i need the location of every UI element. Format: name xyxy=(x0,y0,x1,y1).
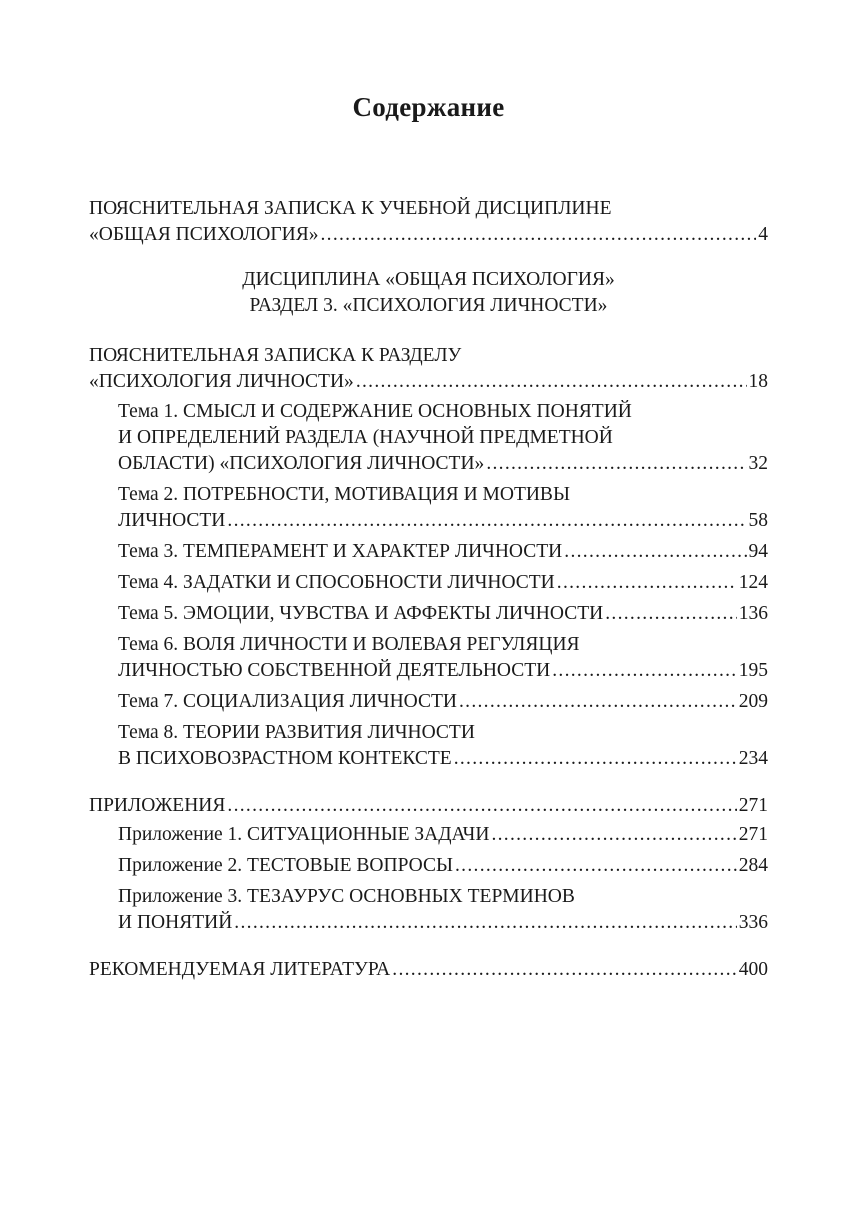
toc-entry-text: Тема 7. СОЦИАЛИЗАЦИЯ ЛИЧНОСТИ xyxy=(118,691,457,712)
toc-entry-text: Приложение 3. ТЕЗАУРУС ОСНОВНЫХ ТЕРМИНОВ xyxy=(118,886,575,907)
toc-entry-text: РЕКОМЕНДУЕМАЯ ЛИТЕРАТУРА xyxy=(89,959,391,980)
toc-entry-text: Тема 5. ЭМОЦИИ, ЧУВСТВА И АФФЕКТЫ ЛИЧНОСТИ xyxy=(118,603,604,624)
toc-entry-text: Приложение 1. СИТУАЦИОННЫЕ ЗАДАЧИ xyxy=(118,824,490,845)
dot-leader xyxy=(486,451,746,477)
toc-entry-text: Тема 2. ПОТРЕБНОСТИ, МОТИВАЦИЯ И МОТИВЫ xyxy=(118,484,570,505)
toc-entry-text: Тема 6. ВОЛЯ ЛИЧНОСТИ И ВОЛЕВАЯ РЕГУЛЯЦИЯ xyxy=(118,634,580,655)
dot-leader xyxy=(320,222,756,248)
dot-leader xyxy=(392,957,736,983)
toc-entry-text: Тема 8. ТЕОРИИ РАЗВИТИЯ ЛИЧНОСТИ xyxy=(118,722,475,743)
page-number: 400 xyxy=(738,959,768,980)
dot-leader xyxy=(491,822,736,848)
toc-entry-text: ЛИЧНОСТЬЮ СОБСТВЕННОЙ ДЕЯТЕЛЬНОСТИ xyxy=(118,660,551,681)
toc-entry-topic-1[interactable] xyxy=(118,399,768,477)
page-number: 58 xyxy=(748,510,768,531)
dot-leader xyxy=(227,793,736,819)
toc-entry-text: Тема 4. ЗАДАТКИ И СПОСОБНОСТИ ЛИЧНОСТИ xyxy=(118,572,555,593)
toc-entry-appendix-1[interactable] xyxy=(118,822,768,848)
page-number: 32 xyxy=(748,453,768,474)
toc-entry-text: Приложение 2. ТЕСТОВЫЕ ВОПРОСЫ xyxy=(118,855,453,876)
toc-entry-topic-7[interactable] xyxy=(118,689,768,715)
page-number: 124 xyxy=(738,572,768,593)
toc-entry-topic-3[interactable] xyxy=(118,539,768,565)
toc-entry-text: «ОБЩАЯ ПСИХОЛОГИЯ» xyxy=(89,224,319,245)
toc-entry-topic-5[interactable] xyxy=(118,601,768,627)
page-number: 234 xyxy=(738,748,768,769)
toc-entry-topic-4[interactable] xyxy=(118,570,768,596)
page-title: Содержание xyxy=(352,92,505,122)
toc-entry-appendices[interactable] xyxy=(89,793,768,819)
toc-entry-topic-6[interactable] xyxy=(118,632,768,684)
dot-leader xyxy=(552,658,737,684)
page-number: 271 xyxy=(738,824,768,845)
toc-entry-text: Тема 1. СМЫСЛ И СОДЕРЖАНИЕ ОСНОВНЫХ ПОНЯТИЙ xyxy=(118,401,632,422)
dot-leader xyxy=(455,853,737,879)
toc-entry-topic-2[interactable] xyxy=(118,482,768,534)
discipline-heading xyxy=(89,267,768,319)
toc-entry-intro-note[interactable] xyxy=(89,196,768,248)
table-of-contents xyxy=(89,196,768,983)
toc-entry-text: ЛИЧНОСТИ xyxy=(118,510,226,531)
page-number: 209 xyxy=(738,691,768,712)
toc-entry-literature[interactable] xyxy=(89,957,768,983)
dot-leader xyxy=(356,369,747,395)
page-number: 336 xyxy=(738,912,768,933)
page-number: 271 xyxy=(738,795,768,816)
page-number: 94 xyxy=(748,541,768,562)
toc-entry-appendix-3[interactable] xyxy=(118,884,768,936)
page-number: 18 xyxy=(748,371,768,392)
dot-leader xyxy=(605,601,737,627)
toc-entry-text: ПОЯСНИТЕЛЬНАЯ ЗАПИСКА К РАЗДЕЛУ xyxy=(89,345,462,366)
page-number: 195 xyxy=(738,660,768,681)
toc-entry-section-note[interactable] xyxy=(89,343,768,395)
dot-leader xyxy=(564,539,746,565)
dot-leader xyxy=(557,570,737,596)
page-number: 284 xyxy=(738,855,768,876)
toc-entry-text: ОБЛАСТИ) «ПСИХОЛОГИЯ ЛИЧНОСТИ» xyxy=(118,453,485,474)
toc-entry-text: В ПСИХОВОЗРАСТНОМ КОНТЕКСТЕ xyxy=(118,748,452,769)
page-number: 136 xyxy=(738,603,768,624)
toc-entry-text: «ПСИХОЛОГИЯ ЛИЧНОСТИ» xyxy=(89,371,354,392)
toc-entry-topic-8[interactable] xyxy=(118,720,768,772)
discipline-title: ДИСЦИПЛИНА «ОБЩАЯ ПСИХОЛОГИЯ» xyxy=(242,269,615,290)
section-title: РАЗДЕЛ 3. «ПСИХОЛОГИЯ ЛИЧНОСТИ» xyxy=(249,295,608,316)
dot-leader xyxy=(227,508,746,534)
toc-entry-appendix-2[interactable] xyxy=(118,853,768,879)
toc-entry-text: И ПОНЯТИЙ xyxy=(118,912,233,933)
page-number: 4 xyxy=(758,224,768,245)
toc-entry-text: Тема 3. ТЕМПЕРАМЕНТ И ХАРАКТЕР ЛИЧНОСТИ xyxy=(118,541,563,562)
toc-entry-text: ПОЯСНИТЕЛЬНАЯ ЗАПИСКА К УЧЕБНОЙ ДИСЦИПЛИНЕ xyxy=(89,198,612,219)
dot-leader xyxy=(459,689,737,715)
dot-leader xyxy=(454,746,737,772)
toc-entry-text: И ОПРЕДЕЛЕНИЙ РАЗДЕЛА (НАУЧНОЙ ПРЕДМЕТНОЙ xyxy=(118,427,613,448)
toc-entry-text: ПРИЛОЖЕНИЯ xyxy=(89,795,226,816)
dot-leader xyxy=(234,910,736,936)
